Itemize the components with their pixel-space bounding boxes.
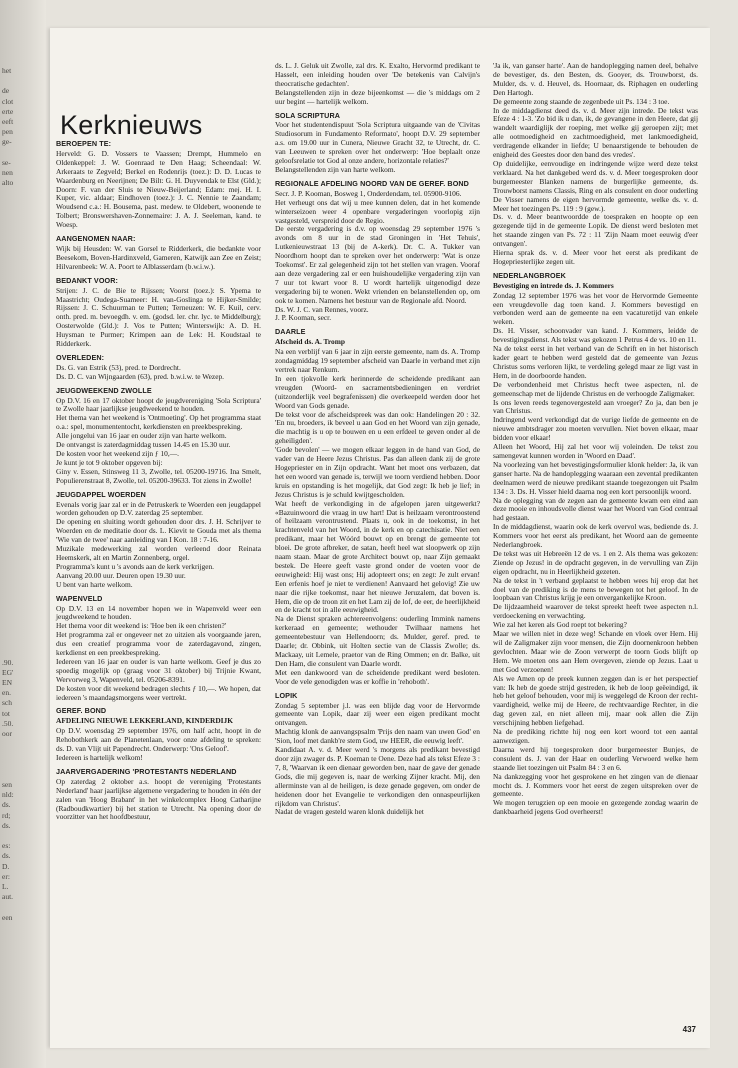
article-paragraph: Zondag 12 september 1976 was het voor de Hervormde Gemeente een vreugdevolle dag toen kand. J. Kommers bevestigd en verbonden werd aan de gemeente na een vacaturetijd van enkele weken. xyxy=(493,290,698,327)
article-paragraph: Hierna sprak ds. v. d. Meer voor het eerst als predikant de Hogepriesterlijke zegen uit. xyxy=(493,248,698,266)
article-heading: WAPENVELD xyxy=(56,593,103,603)
article-paragraph: Kandidaat A. v. d. Meer werd 's morgens als predikant bevestigd door zijn zwager ds. P. Koeman te Oene. Deze had als tekst Efeze 3 : 7, 8, 'Waarvan ik een dienaar geworden ben, naar de gave der genade Gods, die mij gegeven is, naar de werking Zijner kracht. Mij, den allerminste van al de heiligen, is deze genade gegeven, om onder de heidenen door het Evangelie te verkondigen den onnaspeurlijken rijkdom van Christus'. xyxy=(275,745,480,808)
gutter-text-fragment: aut. xyxy=(2,892,14,902)
article-heading: BEROEPEN TE: xyxy=(56,139,112,148)
article-paragraph: Wat heeft de verkondiging in de afgelopen jaren uitgewerkt? «Bazuinwoord die vraag in uw hart! Dat is heilzaam verontroostend of heilzaam verontrustend. Plaats u, ook in de toekomst, in het krachtenveld van het Woord, in de kerk en op catechisatie. Niet een predikant, maar het Wóórd bouwt op en brengt de gemeente tot bloei. De grote afbreker, de satan, heeft heel wat sloopwerk op zijn naam staan. Maar de grote Architect bouwt op, naar Zijn gemaakt bestek. De Heere geeft vaste grond onder de voeten voor de eeuwigheid: Hij wast ons; Hij adopteert ons; en zegt: Je zult ervan! Een erfenis hoef je niet te verdienen! Aanvaard het gelovig! Zie uw naar die rijke toekomst, naar het nieuwe Jeruzalem, dat boven is. Hem, die op de troon zit en het Lam zij de lof, de eer, de heerlijkheid en de kracht tot in alle eeuwigheid. xyxy=(275,498,480,615)
gutter-text-fragment: eeft xyxy=(2,117,14,126)
article-paragraph: Programma's kunt u 's avonds aan de kerk verkrijgen. xyxy=(56,561,215,571)
article-paragraph: In de middagdienst deed ds. v. d. Meer zijn intrede. De tekst was Efeze 4 : 1-3. 'Zo bid ik u dan, ik, de gevangene in den Heere, dat gij wandelt waardiglijk der roeping, met welke gij geroepen zijt; met alle ootmoedigheid en zachtmoedigheid, met lankmoedigheid, verdragende elkander in liefde; U benaarstigende te behouden de enigheid des Geestes door den band des vredes'. xyxy=(493,105,698,160)
article-section xyxy=(275,328,480,686)
article-paragraph: Na de Dienst spraken achtereenvolgens: ouderling Immink namens kerkeraad en gemeente; wethouder Twilhaar namens het gemeentebestuur van Hellendoorn; ds. Mulder, geref. pred. te Daarle; dr. Obbink, uit Holten sectie van de Classis Zwolle; ds. Mackaay, uit Lemele, praetor van de Ring Ommen; en dr. Balke, uit Den Ham, die consulent van Daarle wordt. xyxy=(275,614,480,668)
article-paragraph: Met een dankwoord van de scheidende predikant werd besloten. Voor de vele genodigden was er koffie in 'rehoboth'. xyxy=(275,667,480,686)
article-heading: JEUGDAPPEL WOERDEN xyxy=(56,489,146,499)
gutter-text-fragment: es: xyxy=(2,841,11,851)
newspaper-page xyxy=(50,28,710,1048)
article-section xyxy=(275,692,480,818)
article-paragraph: Na de tekst in 't verband geplaatst te hebben wees hij erop dat het doel van de prediking is de mens te bewegen tot het geloof. In de loopbaan van Christus krijg je een onvergankelijke Kroon. xyxy=(493,575,698,603)
article-section xyxy=(56,595,261,703)
gutter-text-fragment: pen xyxy=(2,127,13,137)
article-paragraph: Nadat de vragen gesteld waren klonk duidelijk het xyxy=(275,807,424,817)
article-paragraph: Giny v. Essen, Stinsweg 11 3, Zwolle, tel. 05200-19716. Ina Smelt, Populierenstraat 8, Zwolle, tel. 05200-39633. Tot ziens in Zwolle! xyxy=(56,466,261,485)
article-paragraph: Herveld: G. D. Vossers te Vaassen; Drempt, Hummelo en Oldenkeppel: J. W. Goenraad te Den Haag; Scheendaal: W. Arkeraats te Zegveld; Berkel en Rodenrijs (toez.): D. D. Lucas te Waardenburg en Neerijnen; De Bilt: G. H. Duyvendak te Elst (Gld.); Doorn: F. van der Sluis te Nieuw-Beijerland; Edam: mej. H. I. Kuper, vic. aldaar; Eindhoven (toez.): J. C. Nennie te Zaandam; Woudsend c.a.: H. Bousema, past. medew. te Oldebert, woonende te Tolbert; Bronswershaven-Zonnemaire: J. A. J. Seeleman, kand. te Woesp. xyxy=(56,148,261,230)
gutter-text-fragment: alto xyxy=(2,178,14,188)
article-paragraph: Na de oplegging van de zegen aan de gemeente kwam een eind aan deze mooie en inhoudsvolle dienst waar het Woord van God centraal had gestaan. xyxy=(493,495,698,523)
gutter-text-fragment: ge- xyxy=(2,137,12,147)
article-paragraph: Na de prediking richtte hij nog een kort woord tot een aantal aanwezigen. xyxy=(493,727,698,745)
article-paragraph: De tekst was uit Hebreeën 12 de vs. 1 en 2. Als thema was gekozen: Ziende op Jezus! in de opdracht gegeven, in de vervulling van Zijn eigen opdracht, nu in Heerlijkheid gezeten. xyxy=(493,548,698,576)
article-heading: OVERLEDEN: xyxy=(56,352,105,362)
article-paragraph: Het programma zal er ongeveer net zo uitzien als voorgaande jaren, dus een creatief programma voor de zaterdagavond, zingen, kerkdienst en een preekbespreking. xyxy=(56,630,261,658)
article-paragraph: Op D.V. 16 en 17 oktober hoopt de jeugdvereniging 'Sola Scriptura' te Zwolle haar jaarlijkse jeugdweekend te houden. xyxy=(56,395,261,414)
article-paragraph: Zondag 5 september j.l. was een blijde dag voor de Hervormde gemeente van Lopik, daar zij weer een eigen predikant mocht ontvangen. xyxy=(275,700,480,728)
gutter-text-fragment: het xyxy=(2,66,12,75)
article-heading: NEDERLANGBROEK xyxy=(493,270,566,280)
article-paragraph: Aanvang 20.00 uur. Deuren open 19.30 uur. xyxy=(56,570,186,580)
article-section xyxy=(56,491,261,590)
article-heading: AANGENOMEN NAAR: xyxy=(56,234,136,244)
article-paragraph: Belangstellenden zijn van harte welkom. xyxy=(275,164,396,174)
article-section xyxy=(56,707,261,762)
article-subheading: Afscheid ds. A. Tromp xyxy=(275,337,346,347)
article-paragraph: Daarna werd hij toegesproken door burgemeester Bunjes, de consulent ds. J. van der Haar en ouderling Verwoerd welke hem staande liet toezingen uit Psalm 84 : 3 en 6. xyxy=(493,744,698,772)
article-heading: JAARVERGADERING 'PROTESTANTS NEDERLAND xyxy=(56,766,237,776)
article-paragraph: Maar we willen niet in deze weg! Schande en vloek over Hem. Hij wil de Zaligmaker zijn voor mensen, die Zijn doornenkroon hebben gevlochten. Maar wie de Zoon verwerpt de toorn Gods blijft op Hem. We moeten ons aan Hem overgeven, ziende op Jezus. Laat u met God verzoenen! xyxy=(493,629,698,674)
article-paragraph: Na dankzegging voor het gesprokene en het zingen van de dienaar mocht ds. J. Kommers voor het eerst de zegen uitspreken over de gemeente. xyxy=(493,771,698,799)
article-paragraph: De tekst voor de afscheidspreek was dan ook: Handelingen 20 : 32. 'En nu, broeders, ik beveel u aan God en het Woord van zijn genade, die machtig is u op te bouwen en u een erfdeel te geven onder al de geheiligden'. xyxy=(275,409,480,446)
gutter-text-fragment: rd; xyxy=(2,810,11,820)
article-paragraph: Als we Amen op de preek kunnen zeggen dan is er het perspectief van: Ik heb de goede strijd gestreden, ik heb de loop geëeindigd, ik heb het geloof behouden, voor mij is weggelegd de Kroon der rechtvaardigheid, welke mij de Heere, de rechtvaardige Rechter, in die dag geven zal, en niet alleen mij, maar ook allen die Zijn verschijning hebben liefgehad. xyxy=(493,673,698,728)
article-heading: LOPIK xyxy=(275,690,298,700)
article-paragraph: Iedereen van 16 jaar en ouder is van harte welkom. Geef je dus zo spoedig mogelijk op (graag voor 31 oktober) bij Trijnie Kwant, Wervorweg 3, Wapenveld, tel. 05206-8391. xyxy=(56,656,261,684)
article-paragraph: De lijdzaamheid waarover de tekst spreekt heeft twee aspecten n.l. verdoeckening en verwachting. xyxy=(493,602,698,621)
article-paragraph: De verbondenheid met Christus hecft twee aspecten, nl. de gemeenschap met de lijdende Christus en de verhoogde Zaligmaker. xyxy=(493,379,698,398)
article-section xyxy=(56,354,261,382)
article-paragraph: U bent van harte welkom. xyxy=(56,579,133,589)
gutter-text-fragment: nld: xyxy=(2,790,14,800)
article-paragraph: De ontvangst is zaterdagmiddag tussen 14.45 en 15.30 uur. xyxy=(56,440,231,450)
gutter-text-fragment: nen xyxy=(2,168,13,177)
gutter-text-fragment: een xyxy=(2,912,13,922)
article-paragraph: Alle jongelui van 16 jaar en ouder zijn van harte welkom. xyxy=(56,431,227,441)
article-subheading: AFDELING NIEUWE LEKKERLAND, KINDERDIJK xyxy=(56,716,233,726)
column-2 xyxy=(275,62,480,822)
article-paragraph: Ds. W. J. C. van Rennes, voorz. xyxy=(275,304,369,314)
gutter-text-fragment: D. xyxy=(2,861,10,871)
article-section xyxy=(56,277,261,349)
article-paragraph: Op zaterdag 2 oktober a.s. hoopt de vereniging 'Protestants Nederland' haar jaarlijkse algemene vergadering te houden in één der zalen van 'Hoog Brabant' in het winkelcomplex Hoog Catharijne (Radboudkwartier) bij het station te Utrecht. Na opening door de voorzitter van het hoofdbestuur, xyxy=(56,776,261,822)
article-paragraph: 'Ja ik, van ganser harte'. Aan de handoplegging namen deel, behalve de bevestiger, ds. den Besten, ds. Gooyer, ds. Trouwborst, ds. Mulder, ds. v. d. Heuvel, ds. Hoornaar, ds. Riphagen en ouderling Den Hartogh. xyxy=(493,61,698,97)
article-section xyxy=(275,62,480,107)
gutter-text-fragment: erte xyxy=(2,106,14,116)
column-1 xyxy=(56,140,261,827)
gutter-text-fragment: de xyxy=(2,86,10,96)
article-paragraph: Iedereen is hartelijk welkom! xyxy=(56,753,143,762)
article-paragraph: Na voorlezing van het bevestigingsformulier klonk helder: Ja, ik van ganser harte. Na de handoplegging waaraan een zevental predikanten deelnamen werd de nieuwe predikant staande toegezongen uit Psalm 134 : 3. Ds. H. Visser hield daarna nog een kort persoonlijk woord. xyxy=(493,459,698,496)
gutter-text-fragment: oor xyxy=(2,729,12,738)
article-paragraph: Ds. D. C. van Wijngaarden (63), pred. b.w.i.w. te Wezep. xyxy=(56,371,225,381)
article-paragraph: Na de tekst eerst in het verband van de Schrift en in het historisch kader geart te hebben werd gesteld dat de gemeente van Jezus Christus soms verloren lijkt, te verdeling gelegd maar ze ligt vast in Hem, in de doorboorde handen. xyxy=(493,344,698,380)
gutter-text-fragment: er: xyxy=(2,871,10,881)
article-paragraph: Het thema van het weekend is 'Ontmoeting'. Op het programma staat o.a.: spel, monumententocht, kerkdiensten en preekbespreking. xyxy=(56,413,261,432)
article-heading: SOLA SCRIPTURA xyxy=(275,110,341,120)
page-title: Kerknieuws xyxy=(60,110,203,140)
article-paragraph: Je kunt je tot 9 oktober opgeven bij: xyxy=(56,457,163,467)
gutter-text-fragment: sen xyxy=(2,780,12,789)
article-paragraph: Strijen: J. C. de Bie te Rijssen; Voorst (toez.): S. Ypema te Maastricht; Oudega-Suameer: H. van-Goslinga te Hijker-Smilde; Rijssen: J. C. Schuurman te Putten; Terneuzen: W. F. Kuil, cerv. onth. pred. m. bevoegdh. v. em. (godsd. ler. chr. lyc. te Middelburg); Oosterwolde (Gld.): J. Vos te Putten; Winterswijk: A. D. H. Huysman te Purmer; Krimpen aan de Lek: H. Koudstaal te Ridderkerk. xyxy=(56,285,261,349)
article-section xyxy=(56,768,261,822)
gutter-text-fragment: en. xyxy=(2,688,11,698)
article-paragraph: Secr. J. P. Kooman, Bosweg 1, Onderdendam, tel. 05900-9106. xyxy=(275,188,462,198)
article-paragraph: De kosten voor het weekend zijn ƒ 10,—. xyxy=(56,449,179,458)
article-section xyxy=(275,112,480,175)
gutter-text-fragment: sch xyxy=(2,698,12,708)
article-paragraph: Het thema voor dit weekend is: 'Hoe ben ik een christen?' xyxy=(56,621,227,631)
article-section xyxy=(493,62,698,267)
article-paragraph: De opening en sluiting wordt gehouden door drs. J. H. Schrijver te Woerden en de meditatie door ds. L. Kievit te Gouda met als thema 'Wie van de twee' naar aanleiding van I Kon. 18 : 7-16. xyxy=(56,517,261,545)
article-paragraph: De kosten voor dit weekend bedragen slechts ƒ 10,—. We hopen, dat iedereen 's maandagsmorgens weer vertrekt. xyxy=(56,683,261,702)
article-paragraph: ds. L. J. Geluk uit Zwolle, zal drs. K. Exalto, Hervormd predikant te Hasselt, een inleiding houden over 'De betekenis van Calvijn's theocratische gedachten'. xyxy=(275,61,480,88)
article-paragraph: Belangstellenden zijn in deze bijeenkomst — die 's middags om 2 uur begint — hartelijk welkom. xyxy=(275,87,480,106)
article-paragraph: De eerste vergadering is d.v. op woensdag 29 september 1976 's avonds om 8 uur in de stad Groningen in 'Het Tehuis', Lutkenieuwstraat 13 (bij de A-kerk). Dr. C. A. Tukker van Noordhorn hoopt dan te spreken over het onderwerp: 'Wat is onze Toekomst'. Er zal gelegenheid zijn tot het stellen van vragen. Vooraf aan deze vergadering zal er een huishoudelijke vergadering zijn van 7 uur tot kwart voor 8. U wordt hartelijk uitgenodigd deze vergadering bij te wonen. Wekt vrienden en belanstellenden op, om ook te komen. Namens het bestuur van de Regionale afd. Noord. xyxy=(275,224,480,305)
article-heading: DAARLE xyxy=(275,327,306,337)
gutter-text-fragment: .90. xyxy=(2,657,14,667)
article-heading: BEDANKT VOOR: xyxy=(56,275,118,285)
gutter-text-fragment: tot xyxy=(2,708,10,718)
gutter-text-fragment: EN xyxy=(2,678,12,687)
article-paragraph: Ds. G. van Estrik (53), pred. te Dordrecht. xyxy=(56,362,181,372)
adjacent-page-gutter xyxy=(0,0,46,1068)
article-paragraph: Machtig klonk de aanvangspsalm 'Prijs den naam van uwen God' en 'Sion, loof met dankb're stem God, uw HEER, die eeuwig leeft'. xyxy=(275,727,480,746)
article-paragraph: Evenals vorig jaar zal er in de Petruskerk te Woerden een jeugdappel worden gehouden op D.V. zaterdag 25 september. xyxy=(56,499,261,518)
article-paragraph: Wie zal het keren als God roept tot bekering? xyxy=(493,620,627,630)
page-number: 437 xyxy=(682,1025,696,1034)
article-paragraph: J. P. Kooman, secr. xyxy=(275,313,332,323)
article-paragraph: Muzikale medewerking zal worden verleend door Reinata Heemskerk, alt en Martin Zonnenberg, orgel. xyxy=(56,544,261,562)
article-paragraph: Alleen het Woord, Hij zal het voor wij voleinden. De tekst zou samengevat kunnen worden in 'Woord en Daad'. xyxy=(493,442,698,460)
article-paragraph: Het verheugt ons dat wij u mee kunnen delen, dat in het komende winterseizoen weer 4 openbare vergaderingen voorlopig zijn vastgesteld, verspreid door de Regio. xyxy=(275,197,480,225)
gutter-text-fragment: .50. xyxy=(2,718,14,728)
article-paragraph: Ds. H. Visser, schoonvader van kand. J. Kommers, leidde de bevestigingsdienst. Als tekst was gekozen 1 Petrus 4 de vs. 10 en 11. xyxy=(493,326,698,345)
article-paragraph: Op D.V. 13 en 14 november hopen we in Wapenveld weer een jeugdweekend te houden. xyxy=(56,603,261,622)
gutter-text-fragment: se- xyxy=(2,157,11,167)
article-section xyxy=(275,180,480,324)
article-paragraph: Ds. v. d. Meer beantwoordde de toespraken en hoopte op een gezegende tijd in de gemeente Lopik. De dienst werd besloten met het staande zingen van Ps. 72 : 11 'Zijn Naam moet eeuwig d'eer ontvangen'. xyxy=(493,212,698,249)
article-paragraph: Voor het studentendispuut 'Sola Scriptura uitgaande van de 'Civitas Studiosorum in Fundamento Reformato', hoopt D.V. 29 september a.s. om 19.00 uur in Cunera, Nieuwe Gracht 32, te Utrecht, dr. C. van Leeuwen te spreken over het onderwerp: 'Hoe beplaalt onze geloofsrelatie tot God al onze andere, horizontale relaties?' xyxy=(275,120,480,166)
article-paragraph: We mogen terugzien op een mooie en gezegende zondag waarin de dankbaarheid jegens God overheerst! xyxy=(493,798,698,817)
article-paragraph: De gemeente zong staande de zegenbede uit Ps. 134 : 3 toe. xyxy=(493,96,670,106)
article-heading: GEREF. BOND xyxy=(56,706,107,716)
article-paragraph: Op D.V. woensdag 29 september 1976, om half acht, hoopt in de Rehobothkerk aan de Planetenlaan, voor onze afdeling te spreken: ds. D. van Vlijt uit Papendrecht. Onderwerp: 'Ons Geloof'. xyxy=(56,726,261,754)
gutter-text-fragment: ds. xyxy=(2,800,11,810)
column-3 xyxy=(493,62,698,822)
article-paragraph: Na een verblijf van 6 jaar in zijn eerste gemeente, nam ds. A. Tromp zondagmiddag 19 september afscheid van Daarle in verband met zijn vertrek naar Renkum. xyxy=(275,347,480,374)
article-section xyxy=(493,272,698,817)
gutter-text-fragment: ds. xyxy=(2,851,11,861)
article-heading: REGIONALE AFDELING NOORD VAN DE GEREF. BOND xyxy=(275,178,469,188)
article-paragraph: Indringend werd verkondigd dat de vurige liefde de gemeente en de nieuwe ambtsdrager zou moeten vervullen. Niet boven elkaar, maar bidden voor elkaar! xyxy=(493,415,698,443)
article-section xyxy=(56,140,261,230)
gutter-text-fragment: L. xyxy=(2,882,9,891)
article-paragraph: Op duidelijke, eenvoudige en indringende wijze werd deze tekst verklaard. Na het dankgebed werd ds. v. d. Meer toegesproken door burgemeester Blanken namens de burgerlijke gemeente, ds. Trouwborst namens Classis, Ring en als consulent en door ouderling De Visser namens de eigen hervormde gemeente, welke ds. v. d. Meer het toezingen Ps. 119 : 9 (gew.). xyxy=(493,158,698,213)
gutter-text-fragment: clot xyxy=(2,96,14,106)
article-section xyxy=(56,387,261,486)
article-paragraph: 'Gode bevolen' — we mogen elkaar leggen in de hand van God, de vader van de Heere Jezus Christus. Pas dan alleen dank zij de grote Hogepriester en in Zijn opdracht. Want het moet ons verbazen, dat het een woord van genade is, terwijl we toorn verdiend hebben. Door kruis en opstanding is het mogelijk, dat God zegt: Ik heb je lief; in Jezus Christus is je schuld kwijtgescholden. xyxy=(275,445,480,499)
article-section xyxy=(56,235,261,272)
gutter-text-fragment: EG' xyxy=(2,667,14,677)
article-paragraph: Wijk bij Heusden: W. van Gorsel te Ridderkerk, die bedankte voor Beesekom, Boven-Hardinxveld, Gameren, Katwijk aan Zee en Zeist; Hilvarenbeek: W. A. Poort te Alblasserdam (b.w.i.w.). xyxy=(56,243,261,271)
article-subheading: Bevestiging en intrede ds. J. Kommers xyxy=(493,280,614,290)
article-paragraph: In een tjokvolle kerk herinnerde de scheidende predikant aan vreugden (Woord- en sacramentsbedieningen en verdriet (uitzonderlijk veel begrafenissen) die overkeepeld werden door het Woord van Gods genade. xyxy=(275,373,480,410)
article-paragraph: Is ons leven reeds tegenovergesteld aan vroeger? Zo ja, dan ben je van Christus. xyxy=(493,397,698,416)
article-paragraph: In de middagdienst, waarin ook de kerk overvol was, bediende ds. J. Kommers voor het eerst als predikant, het Woord aan de gemeente Nederlangbroek. xyxy=(493,522,698,550)
article-heading: JEUGDWEEKEND ZWOLLE xyxy=(56,385,152,395)
gutter-text-fragment: ds. xyxy=(2,820,11,830)
